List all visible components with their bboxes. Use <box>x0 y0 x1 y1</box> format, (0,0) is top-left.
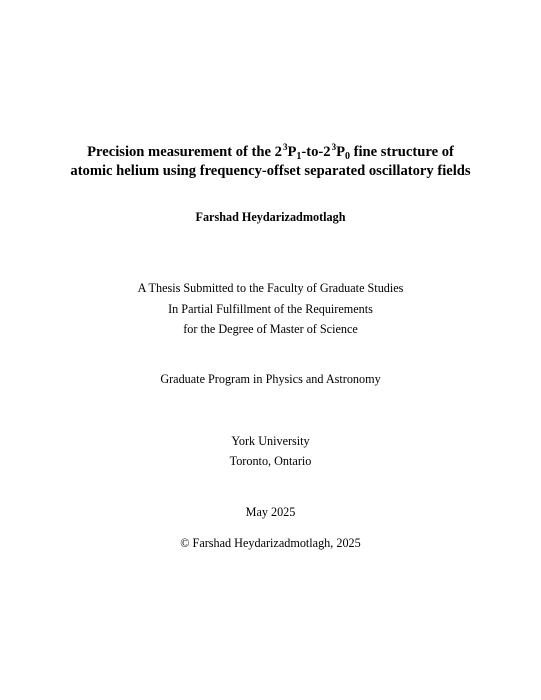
copyright-notice: © Farshad Heydarizadmotlagh, 2025 <box>180 536 361 550</box>
title-term-letter-b: P <box>336 144 345 160</box>
title-text-a: Precision measurement of the 2 <box>87 144 282 160</box>
thesis-title-line-1 <box>0 143 541 161</box>
university-name: York University <box>231 434 310 448</box>
title-text-c: fine structure of <box>349 144 454 160</box>
submission-line-2: In Partial Fulfillment of the Requirements <box>168 302 373 316</box>
author-name: Farshad Heydarizadmotlagh <box>195 210 346 224</box>
title-text-b: -to-2 <box>301 144 331 160</box>
title-term-letter-a: P <box>287 144 297 160</box>
submission-line-1: A Thesis Submitted to the Faculty of Graduate Studies <box>137 281 404 295</box>
graduate-program: Graduate Program in Physics and Astronomy <box>160 372 381 386</box>
thesis-title-line-2: atomic helium using frequency-offset separated oscillatory fields <box>70 163 471 179</box>
degree-line: for the Degree of Master of Science <box>183 322 358 336</box>
university-location: Toronto, Ontario <box>229 454 312 468</box>
title-subscript-a: 1 <box>296 151 302 162</box>
title-superscript-a: 3 <box>282 142 288 152</box>
title-superscript-b: 3 <box>331 142 337 152</box>
submission-date: May 2025 <box>245 505 296 519</box>
title-subscript-b: 0 <box>344 151 350 162</box>
